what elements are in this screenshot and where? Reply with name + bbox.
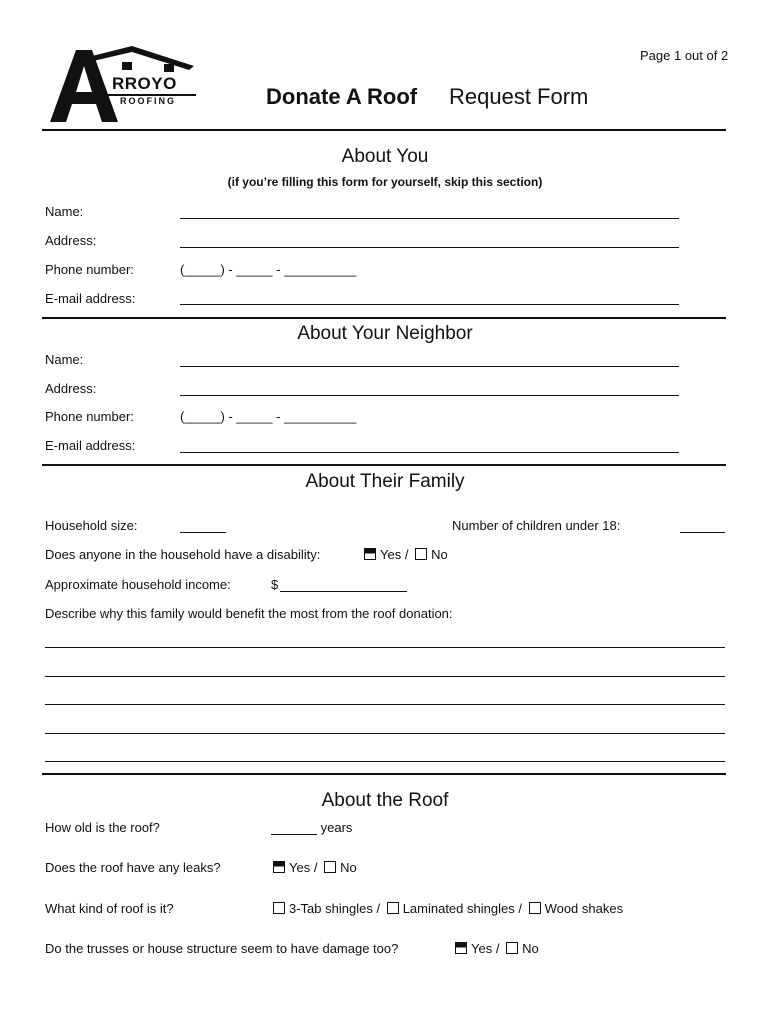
email-label: E-mail address:: [45, 291, 136, 306]
roof-leaks-question: Does the roof have any leaks?: [45, 860, 221, 875]
phone-field[interactable]: (_____) - _____ - __________: [180, 262, 357, 277]
trusses-yes-checkbox[interactable]: [455, 942, 467, 954]
name-label: Name:: [45, 204, 84, 219]
describe-line[interactable]: [45, 647, 725, 648]
kind-wood-label: Wood shakes: [544, 901, 624, 916]
section-note: (if you’re filling this form for yourself, skip this section): [227, 175, 543, 189]
address-field[interactable]: [180, 247, 679, 248]
describe-prompt: Describe why this family would benefit the most from the roof donation:: [45, 606, 453, 621]
income-label: Approximate household income:: [45, 577, 231, 592]
section-heading-about-family: About Their Family: [305, 471, 465, 492]
income-prefix: $: [271, 577, 279, 592]
children-count-label: Number of children under 18:: [452, 518, 621, 533]
roof-leaks-options: [273, 860, 357, 875]
header-divider: [42, 129, 726, 131]
name-field[interactable]: [180, 218, 679, 219]
describe-line[interactable]: [45, 676, 725, 677]
address-label: Address:: [45, 233, 97, 248]
kind-3tab-label: 3-Tab shingles /: [289, 901, 381, 916]
leaks-no-label: No: [340, 860, 357, 875]
section-heading-about-roof: About the Roof: [321, 790, 449, 811]
disability-no-label: No: [431, 547, 448, 562]
section-divider: [42, 464, 726, 466]
describe-line[interactable]: [45, 733, 725, 734]
roof-age-unit: years: [320, 820, 353, 835]
household-size-label: Household size:: [45, 518, 138, 533]
neighbor-name-field[interactable]: [180, 366, 679, 367]
roof-age-question: How old is the roof?: [45, 820, 160, 835]
disability-options: [364, 547, 448, 562]
section-heading-about-neighbor: About Your Neighbor: [297, 323, 473, 344]
neighbor-name-label: Name:: [45, 352, 84, 367]
roof-kind-options: [273, 901, 623, 916]
roof-age-answer: [271, 820, 352, 835]
section-heading-about-you: About You: [341, 146, 429, 167]
describe-line[interactable]: [45, 761, 725, 762]
page-indicator: Page 1 out of 2: [640, 48, 729, 63]
roof-kind-question: What kind of roof is it?: [45, 901, 174, 916]
children-count-field[interactable]: [680, 532, 725, 533]
trusses-no-checkbox[interactable]: [506, 942, 518, 954]
income-field[interactable]: [280, 591, 407, 592]
household-size-field[interactable]: [180, 532, 226, 533]
form-title-rest: Request Form: [449, 84, 589, 109]
section-divider: [42, 317, 726, 319]
section-divider: [42, 773, 726, 775]
roof-age-field[interactable]: [271, 822, 317, 835]
kind-laminated-checkbox[interactable]: [387, 902, 399, 914]
trusses-yes-label: Yes /: [471, 941, 500, 956]
neighbor-phone-field[interactable]: (_____) - _____ - __________: [180, 409, 357, 424]
disability-question: Does anyone in the household have a disability:: [45, 547, 321, 562]
disability-no-checkbox[interactable]: [415, 548, 427, 560]
disability-yes-label: Yes /: [380, 547, 409, 562]
leaks-yes-checkbox[interactable]: [273, 861, 285, 873]
trusses-question: Do the trusses or house structure seem to have damage too?: [45, 941, 399, 956]
company-logo: [44, 44, 199, 126]
neighbor-address-field[interactable]: [180, 395, 679, 396]
form-title-bold: Donate A Roof: [266, 84, 418, 109]
neighbor-phone-label: Phone number:: [45, 409, 134, 424]
kind-3tab-checkbox[interactable]: [273, 902, 285, 914]
describe-line[interactable]: [45, 704, 725, 705]
phone-label: Phone number:: [45, 262, 134, 277]
logo-wordmark: RROYO: [112, 74, 177, 93]
trusses-no-label: No: [522, 941, 539, 956]
kind-wood-checkbox[interactable]: [529, 902, 541, 914]
kind-laminated-label: Laminated shingles /: [402, 901, 522, 916]
email-field[interactable]: [180, 304, 679, 305]
trusses-options: [455, 941, 539, 956]
disability-yes-checkbox[interactable]: [364, 548, 376, 560]
leaks-yes-label: Yes /: [289, 860, 318, 875]
neighbor-address-label: Address:: [45, 381, 97, 396]
leaks-no-checkbox[interactable]: [324, 861, 336, 873]
logo-subtitle: ROOFING: [120, 96, 176, 106]
neighbor-email-field[interactable]: [180, 452, 679, 453]
neighbor-email-label: E-mail address:: [45, 438, 136, 453]
